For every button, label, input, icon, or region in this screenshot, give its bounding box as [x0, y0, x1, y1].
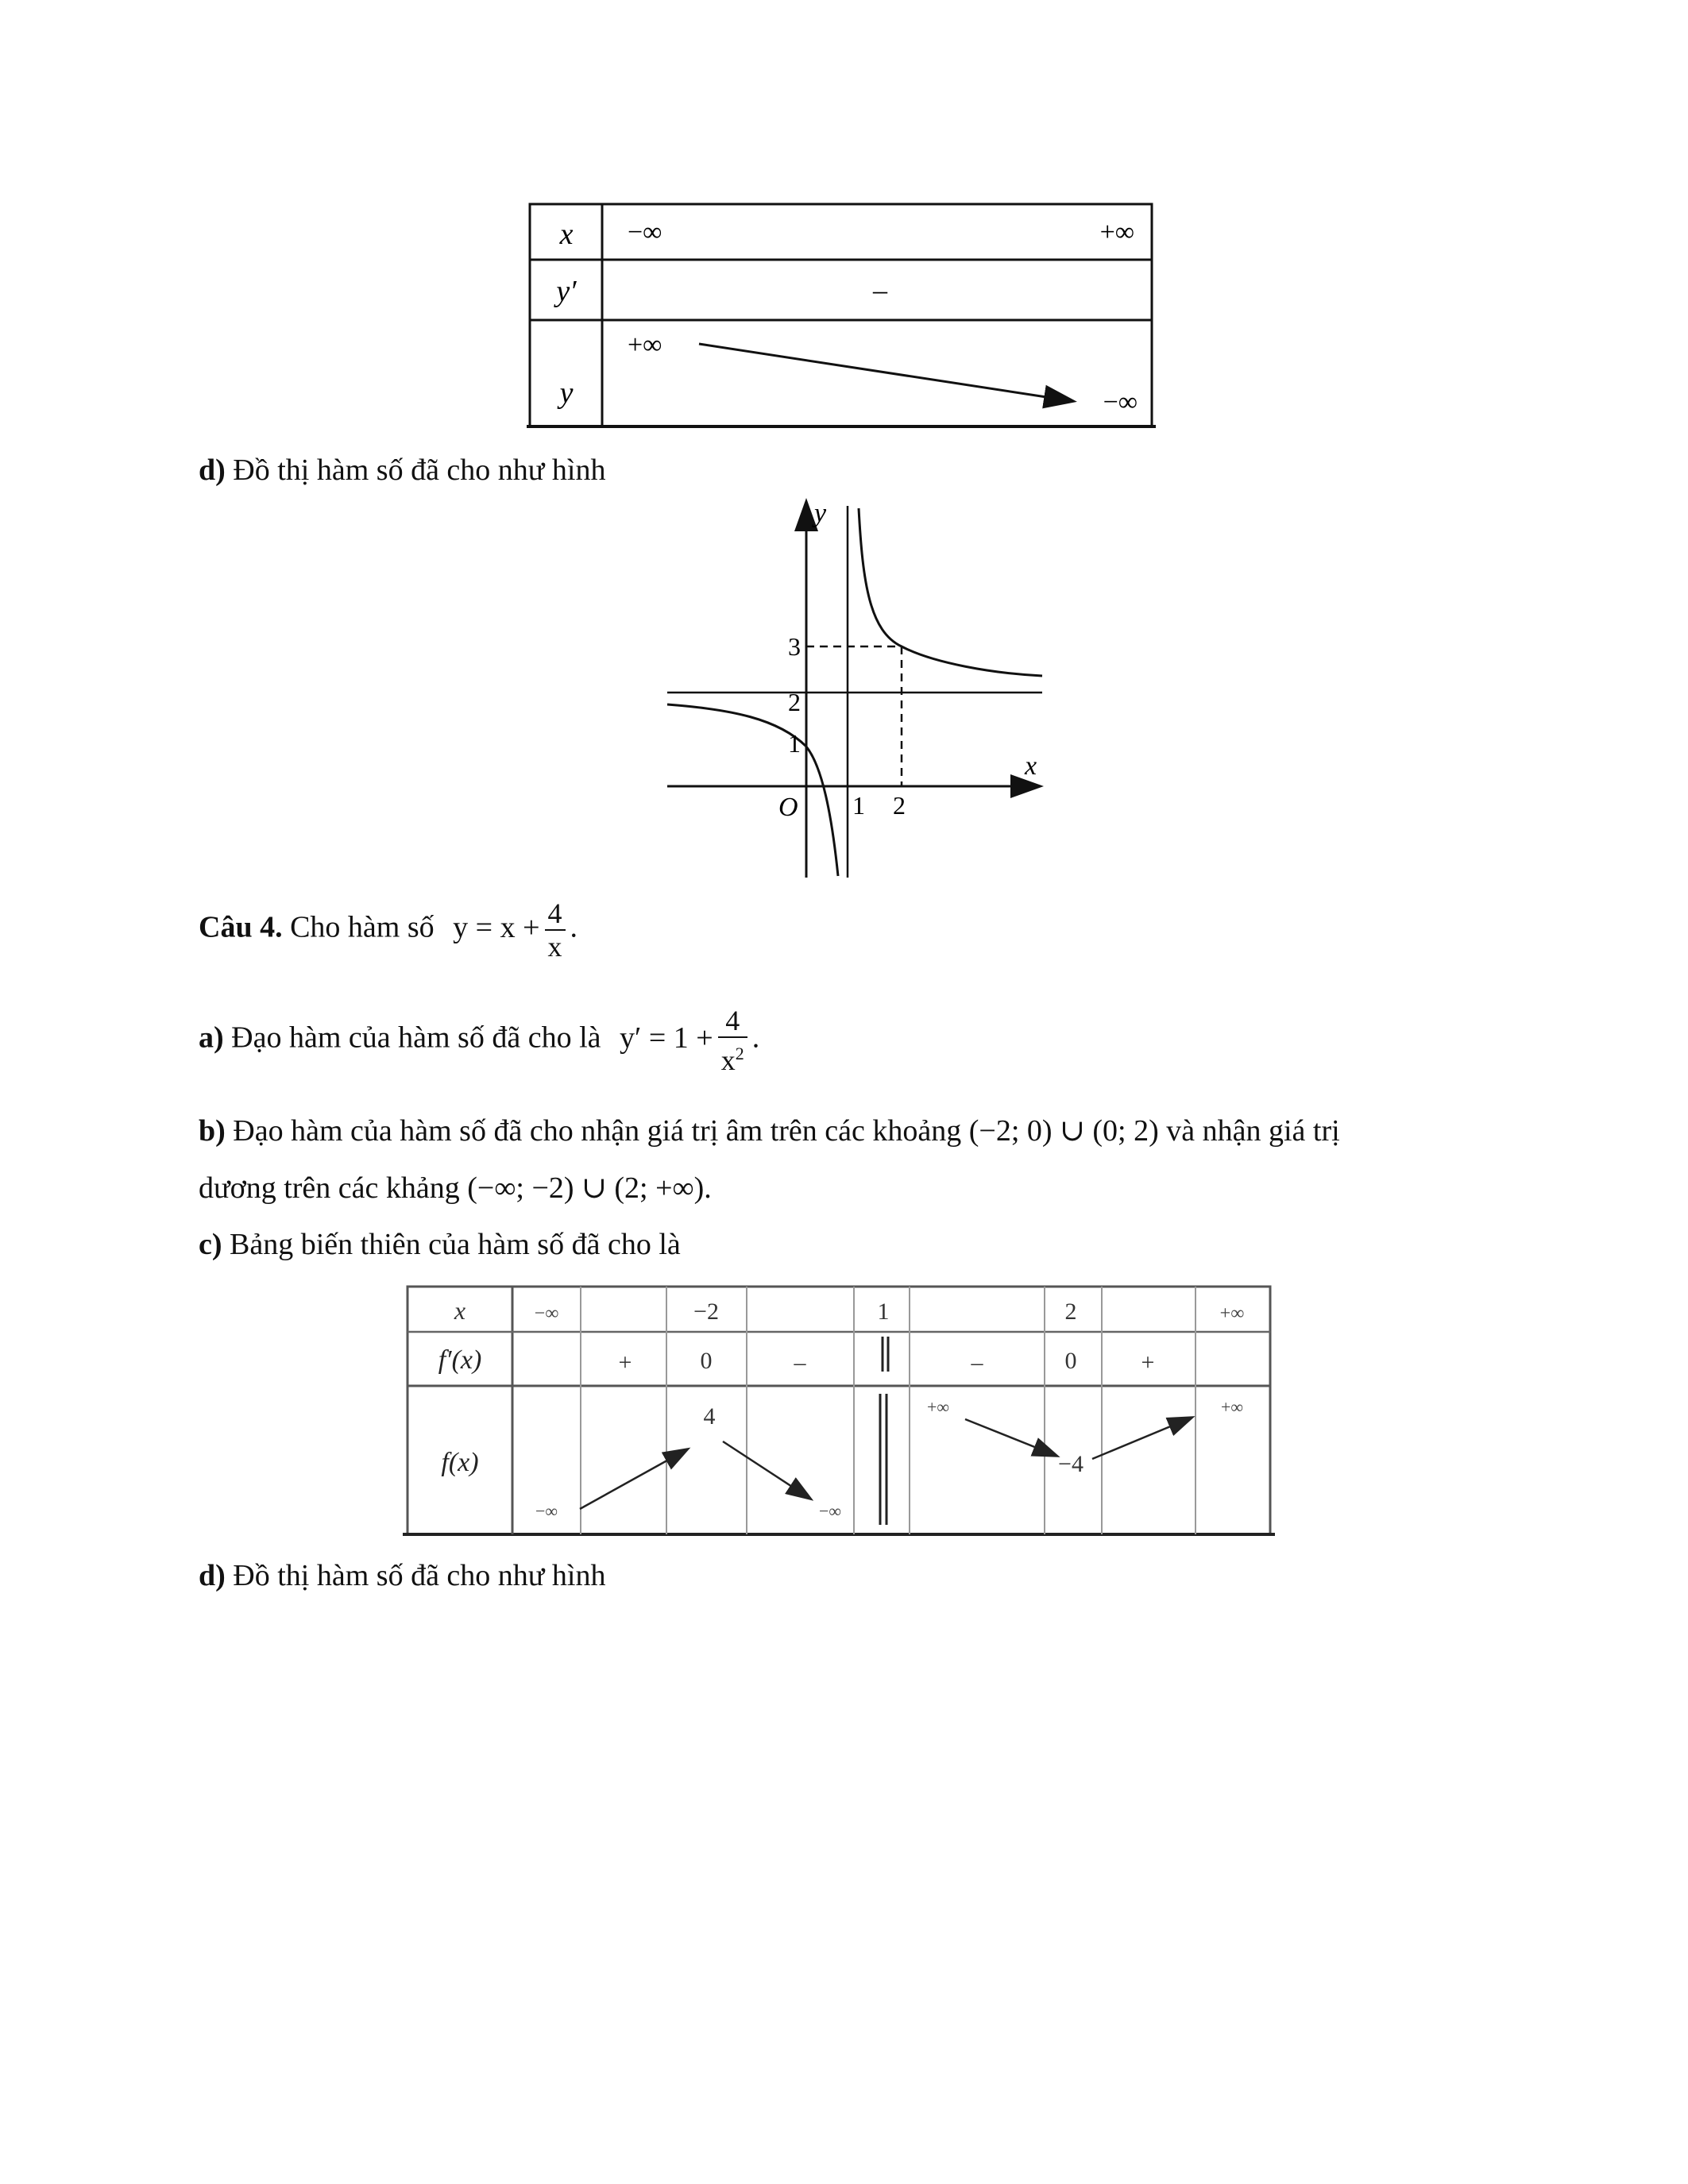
item-4b-text-line2: dương trên các khảng (−∞; −2) ∪ (2; +∞). [199, 1171, 712, 1205]
curve-left-branch [667, 704, 838, 876]
item-4a-label: a) [199, 1021, 224, 1055]
x-tick-1: 1 [852, 791, 865, 820]
table2-f-neg-inf-1: −∞ [535, 1501, 558, 1521]
question-4-fraction [545, 897, 566, 963]
question-4-label: Câu 4. [199, 910, 283, 944]
table2-x-pos-inf: +∞ [1219, 1303, 1245, 1324]
table2-x-neg-inf: −∞ [534, 1303, 559, 1324]
function-graph [659, 496, 1056, 886]
table2-fp-plus-1: + [618, 1349, 632, 1376]
table1-yprime-sign: – [873, 274, 887, 306]
item-4a-end: . [751, 1021, 760, 1055]
table1-header-y: y [559, 376, 574, 410]
variation-table-1 [524, 203, 1160, 433]
table2-arrow-decrease-2 [965, 1419, 1056, 1456]
item-3d-label: d) [199, 453, 226, 487]
item-3d [199, 451, 605, 489]
question-4-denominator: x [547, 931, 562, 963]
item-4d [199, 1557, 605, 1595]
y-tick-3: 3 [788, 632, 801, 661]
table2-fp-minus-1: – [794, 1349, 806, 1376]
table2-arrow-increase-1 [580, 1449, 687, 1509]
question-4-numerator: 4 [545, 897, 566, 931]
table1-y-top: +∞ [628, 330, 662, 360]
table2-f-neg-inf-2: −∞ [818, 1501, 842, 1521]
table1-x-left: −∞ [628, 218, 662, 247]
item-3d-text: Đồ thị hàm số đã cho như hình [233, 453, 606, 487]
item-4b-line2 [199, 1169, 712, 1207]
origin-label: O [778, 793, 798, 822]
table2-f-min-neg4: −4 [1058, 1451, 1083, 1477]
table2-x-neg2: −2 [693, 1298, 719, 1325]
table2-header-x: x [454, 1296, 466, 1325]
item-4a-den-exp: 2 [735, 1044, 744, 1063]
question-4-lhs: y = x + [453, 910, 540, 944]
table1-decreasing-arrow [699, 344, 1072, 401]
table2-fp-zero-1: 0 [700, 1348, 713, 1374]
item-4a-numerator: 4 [718, 1005, 747, 1038]
y-axis-label: y [814, 499, 827, 528]
table2-x-2: 2 [1064, 1298, 1077, 1325]
y-tick-2: 2 [788, 688, 801, 716]
item-4c-text: Bảng biến thiên của hàm số đã cho là [230, 1228, 681, 1261]
table2-f-pos-inf-1: +∞ [926, 1397, 950, 1417]
y-tick-1: 1 [788, 729, 801, 758]
curve-right-branch [859, 508, 1042, 676]
table2-fp-minus-2: – [971, 1349, 983, 1376]
question-4-end: . [570, 910, 578, 944]
x-axis-label: x [1025, 751, 1037, 781]
table1-header-x: x [559, 218, 574, 251]
item-4b-line1 [199, 1112, 1340, 1150]
item-4a-lhs: y′ = 1 + [620, 1021, 713, 1055]
item-4b-text-line1: Đạo hàm của hàm số đã cho nhận giá trị âm trên các khoảng (−2; 0) ∪ (0; 2) và nhận giá trị [233, 1114, 1340, 1148]
item-4a-den-base: x [720, 1044, 736, 1076]
table2-fp-plus-2: + [1141, 1349, 1155, 1376]
item-4a [199, 1005, 759, 1076]
table2-f-pos-inf-2: +∞ [1220, 1397, 1244, 1417]
table1-y-bottom: −∞ [1103, 388, 1138, 417]
table2-arrow-decrease-1 [723, 1441, 810, 1499]
item-4a-fraction [718, 1005, 747, 1076]
item-4a-text: Đạo hàm của hàm số đã cho là [231, 1021, 601, 1055]
item-4d-label: d) [199, 1559, 226, 1592]
question-4-text: Cho hàm số [290, 910, 435, 944]
table1-x-right: +∞ [1099, 218, 1134, 247]
item-4c-label: c) [199, 1228, 222, 1261]
table2-f-max-4: 4 [703, 1403, 716, 1430]
table1-header-yprime: y′ [556, 275, 577, 308]
x-tick-2: 2 [893, 791, 906, 820]
table2-arrow-increase-2 [1092, 1418, 1192, 1459]
table2-x-1: 1 [877, 1298, 890, 1325]
table2-fp-zero-2: 0 [1064, 1348, 1077, 1374]
item-4b-label: b) [199, 1114, 226, 1148]
question-4 [199, 897, 577, 963]
variation-table-2 [401, 1283, 1291, 1545]
item-4a-denominator [718, 1038, 747, 1076]
table2-header-fprime: f′(x) [438, 1345, 482, 1375]
item-4d-text: Đồ thị hàm số đã cho như hình [233, 1559, 606, 1592]
table2-header-f: f(x) [441, 1448, 479, 1477]
item-4c [199, 1225, 681, 1264]
